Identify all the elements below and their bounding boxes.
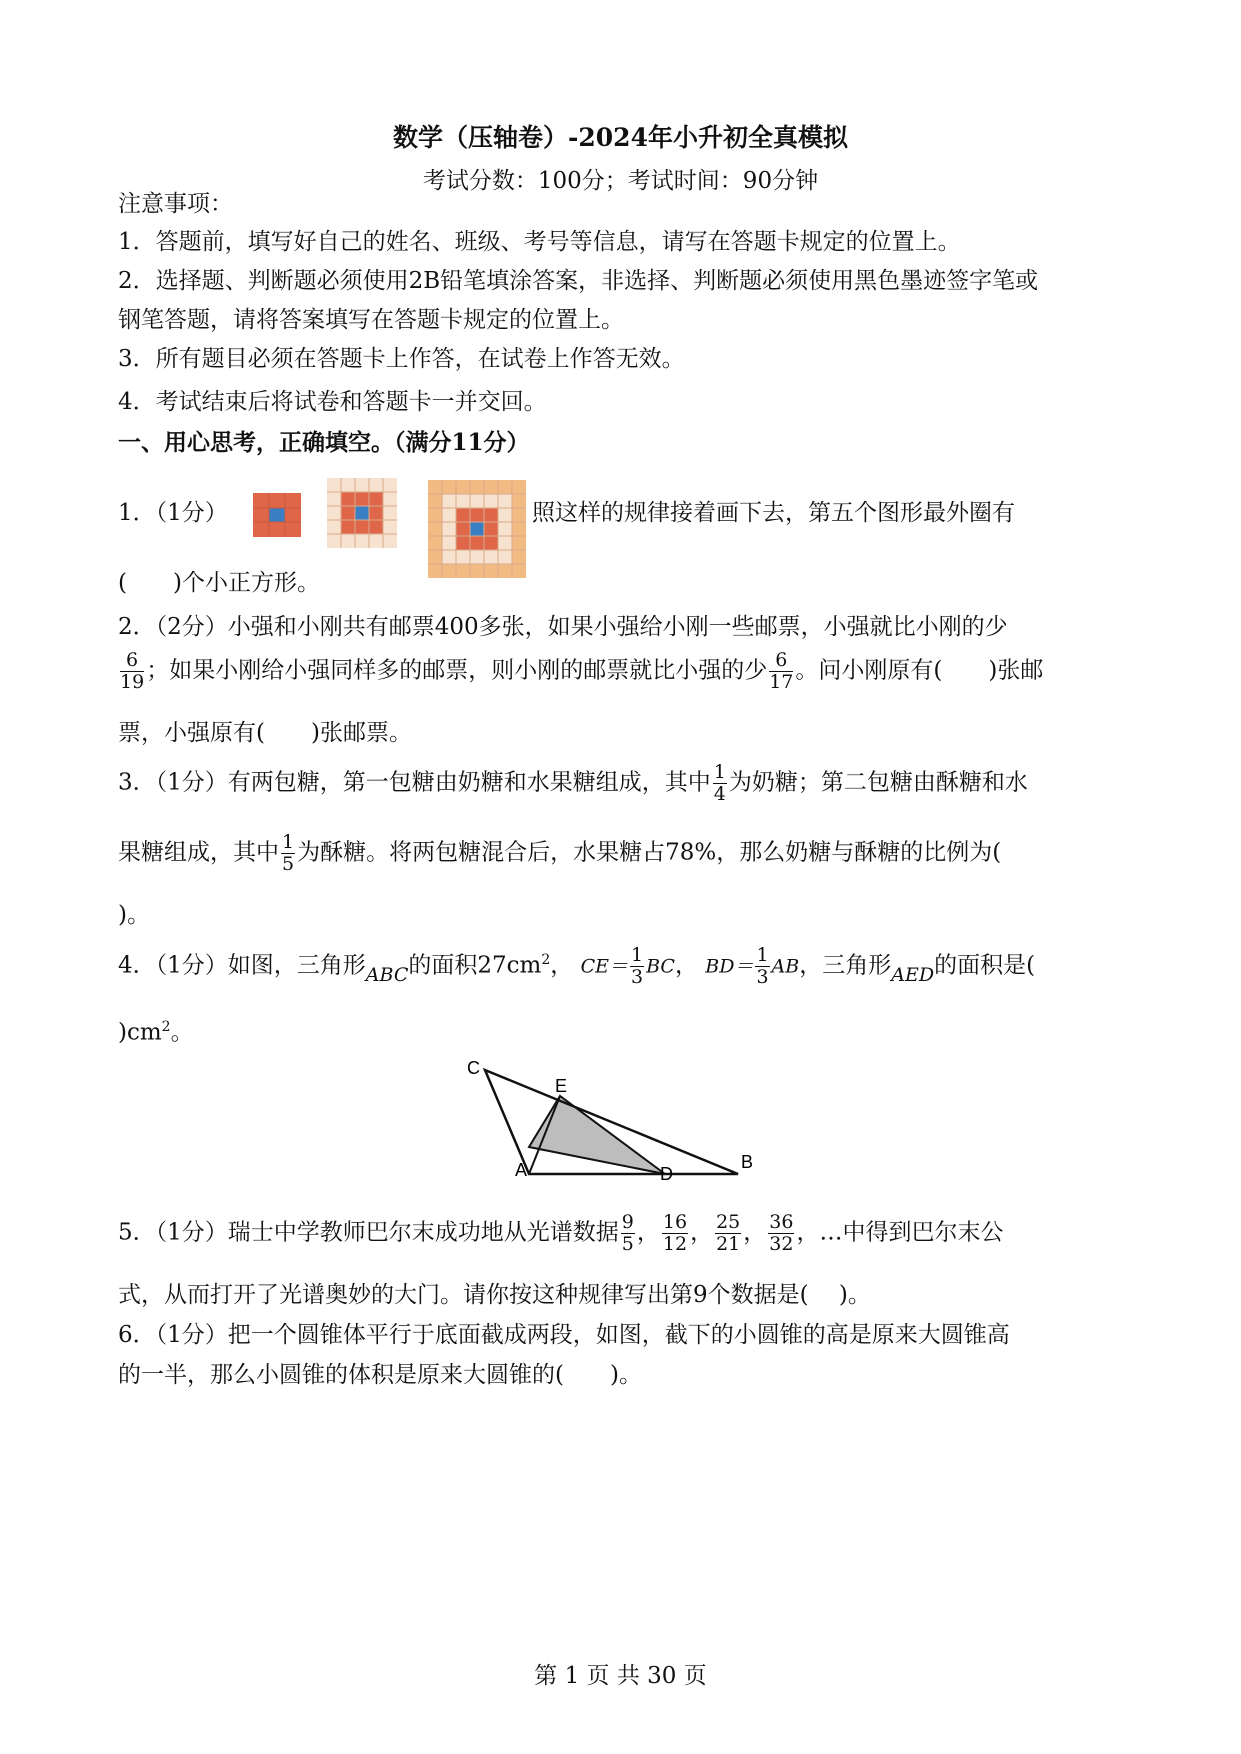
fig1-center xyxy=(269,508,285,522)
label-e: E xyxy=(555,1076,568,1096)
exam-info: 考试分数：100分；考试时间：90分钟 xyxy=(422,168,819,194)
q1-text: 照这样的规律接着画下去，第五个图形最外圈有 xyxy=(532,500,1015,526)
q5-line-2: 式，从而打开了光谱奥妙的大门。请你按这种规律写出第9个数据是( )。 xyxy=(118,1282,871,1308)
q1-answer-line: ( )个小正方形。 xyxy=(118,570,320,596)
page-title: 数学（压轴卷）-2024年小升初全真模拟 xyxy=(393,123,848,152)
notice-item-2a: 2．选择题、判断题必须使用2B铅笔填涂答案，非选择、判断题必须使用黑色墨迹签字笔或 xyxy=(118,268,1039,294)
q2-line-1: 2．（2分）小强和小刚共有邮票400多张，如果小强给小刚一些邮票，小强就比小刚的少 xyxy=(118,614,1008,640)
fraction-6-19: $\frac{6}{19}$ xyxy=(120,649,145,693)
q4-line-1: 4．（1分）如图，三角形$_{ABC}$的面积$27cm^2$， CE＝ $\frac{1}{3}$ BC， BD＝ $\frac{1}{3}$ AB，三角形$_{AED}$的面积是( xyxy=(118,944,1036,989)
fraction-25-21: $\frac{25}{21}$ xyxy=(716,1211,741,1255)
fraction-1-4: $\frac{1}{4}$ xyxy=(713,761,726,805)
pattern-figure-3 xyxy=(428,480,526,578)
notice-item-4: 4．考试结束后将试卷和答题卡一并交回。 xyxy=(118,389,547,415)
triangle-figure xyxy=(455,1052,775,1182)
label-b: B xyxy=(741,1152,754,1172)
q3-line-2: 果糖组成，其中 $\frac{1}{5}$ 为酥糖。将两包糖混合后，水果糖占78%，那么奶糖与酥糖的比例为( xyxy=(118,831,1002,875)
notice-item-1: 1．答题前，填写好自己的姓名、班级、考号等信息，请写在答题卡规定的位置上。 xyxy=(118,229,961,255)
section-heading: 一、用心思考，正确填空。（满分11分） xyxy=(118,429,530,456)
notice-heading: 注意事项： xyxy=(118,191,233,217)
fraction-16-12: $\frac{16}{12}$ xyxy=(662,1211,688,1255)
fraction-1-5: $\frac{1}{5}$ xyxy=(282,831,295,875)
fraction-6-17: $\frac{6}{17}$ xyxy=(769,649,794,693)
notice-item-2b: 钢笔答题，请将答案填写在答题卡规定的位置上。 xyxy=(118,307,624,333)
q2-line-2: $\frac{6}{19}$ ；如果小刚给小强同样多的邮票，则小刚的邮票就比小强的少 $\frac{6}{17}$ 。问小刚原有( )张邮 xyxy=(120,649,1044,693)
q6-line-1: 6．（1分）把一个圆锥体平行于底面截成两段，如图，截下的小圆锥的高是原来大圆锥高 xyxy=(118,1322,1010,1348)
q6-line-2: 的一半，那么小圆锥的体积是原来大圆锥的( )。 xyxy=(118,1362,642,1388)
label-a: A xyxy=(515,1160,528,1180)
q4-line-2: )$cm^2$。 xyxy=(118,1019,194,1046)
fraction-1-3-bd: $\frac{1}{3}$ xyxy=(756,944,769,989)
q5-line-1: 5．（1分）瑞士中学教师巴尔末成功地从光谱数据 $\frac{9}{5}$ ， $\frac{16}{12}$ ， $\frac{25}{21}$ ， $\frac{36}{32}$ ，…中得到巴尔末公 xyxy=(118,1211,1004,1255)
q2-line-3: 票，小强原有( )张邮票。 xyxy=(118,720,412,746)
fraction-9-5: $\frac{9}{5}$ xyxy=(621,1211,634,1255)
fraction-1-3-ce: $\frac{1}{3}$ xyxy=(630,944,644,989)
q3-line-3: )。 xyxy=(118,902,150,928)
label-c: C xyxy=(467,1058,480,1078)
notice-item-3: 3．所有题目必须在答题卡上作答，在试卷上作答无效。 xyxy=(118,346,685,372)
pattern-figure-2 xyxy=(327,478,397,548)
label-d: D xyxy=(660,1164,673,1182)
fig3-center xyxy=(470,522,484,536)
fraction-36-32: $\frac{36}{32}$ xyxy=(769,1211,794,1255)
q3-line-1: 3．（1分）有两包糖，第一包糖由奶糖和水果糖组成，其中 $\frac{1}{4}$ 为奶糖；第二包糖由酥糖和水 xyxy=(118,761,1028,805)
q1-prefix: 1．（1分） xyxy=(118,500,228,526)
fig2-center xyxy=(355,506,369,520)
pattern-figure-1 xyxy=(253,493,301,537)
page-footer: 第 1 页 共 30 页 xyxy=(534,1663,707,1689)
